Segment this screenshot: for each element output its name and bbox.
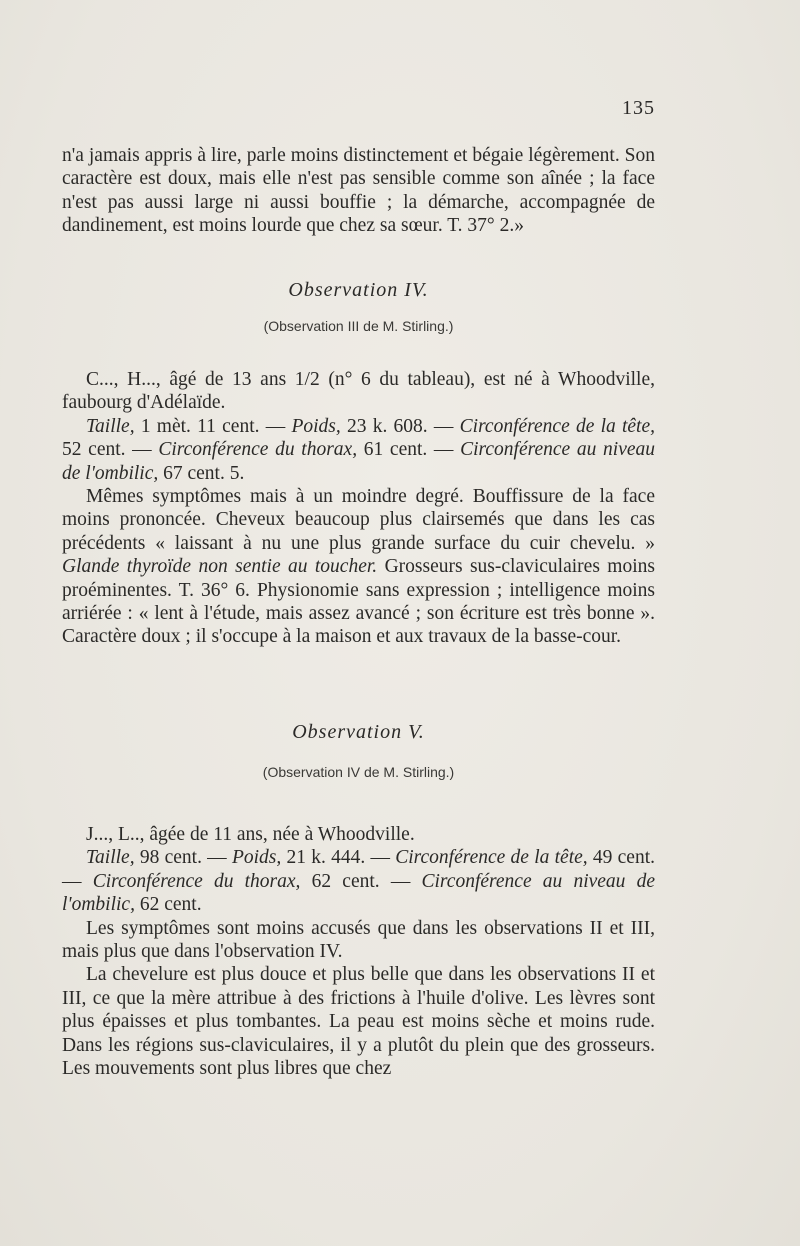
intro-paragraph: n'a jamais appris à lire, parle moins distinctement et bégaie légèrement. Son caractère est doux, mais elle n'est pas sensible comme son aînée ; la face n'est pas aussi large ni aussi bouffie ; la démarche, accompagnée de dandinement, est moins lourde que chez sa sœur. T. 37° 2.»	[62, 145, 655, 237]
poids-value: 23 k. 608. —	[340, 415, 460, 437]
observation-4-identity: C..., H..., âgé de 13 ans 1/2 (n° 6 du tableau), est né à Whoodville, faubourg d'Adélaïde.	[62, 369, 655, 414]
observation-4-title: Observation IV.	[288, 279, 429, 301]
observation-5-body	[62, 823, 655, 1080]
ombilic-label: Circonférence au niveau de l'ombilic,	[62, 870, 656, 916]
thorax-value: 62 cent. —	[300, 870, 422, 892]
symptoms-italic: Glande thyroïde non sentie au toucher.	[62, 556, 378, 578]
taille-value: 98 cent. —	[134, 847, 232, 869]
thorax-value: 61 cent. —	[357, 439, 461, 461]
tete-value: 52 cent. —	[62, 439, 159, 461]
poids-label: Poids,	[231, 847, 282, 869]
intro-paragraph-block	[62, 144, 655, 238]
ombilic-value: 62 cent.	[134, 894, 202, 916]
observation-5-comparison: Les symptômes sont moins accusés que dans les observations II et III, mais plus que dans l'observation IV.	[62, 917, 655, 963]
tete-value: 49 cent. —	[62, 847, 656, 892]
observation-5-measurements	[62, 846, 655, 916]
tete-label: Circonférence de la tête,	[459, 415, 656, 437]
taille-value: 1 mèt. 11 cent. —	[134, 415, 292, 437]
symptoms-text-a: Mêmes symptômes mais à un moindre degré. Bouffissure de la face moins prononcée. Cheveux beaucoup plus clairsemés que dans les cas précédents « laissant à nu une plus grande surface du cuir chevelu. »	[62, 486, 655, 554]
tete-label: Circonférence de la tête,	[395, 847, 588, 869]
taille-label: Taille,	[86, 415, 135, 437]
observation-4-symptoms	[62, 485, 655, 649]
observation-5-identity: J..., L.., âgée de 11 ans, née à Whoodville.	[86, 824, 415, 845]
taille-label: Taille,	[86, 847, 135, 869]
observation-4-subtitle: (Observation III de M. Stirling.)	[263, 318, 454, 334]
observation-5-description: La chevelure est plus douce et plus belle que dans les observations II et III, ce que la mère attribue à des frictions à l'huile d'olive. Les lèvres sont plus épaisses et plus tombantes. La peau est moins sèche et moins rude. Dans les régions sus-claviculaires, il y a plutôt du plein que des grosseurs. Les mouvements sont plus libres que chez	[62, 964, 655, 1080]
ombilic-label: Circonférence au niveau de l'ombilic,	[62, 439, 655, 484]
observation-4-measurements	[62, 415, 655, 485]
symptoms-text-b: Grosseurs sus-claviculaires moins proéminentes. T. 36° 6. Physionomie sans expression ; intelligence moins arriérée : « lent à l'étude, mais assez avancé ; son écriture est très bonne ». Caractère doux ; il s'occupe à la maison et aux travaux de la basse-cour.	[62, 556, 655, 648]
observation-5-title: Observation V.	[292, 721, 425, 743]
poids-label: Poids,	[291, 415, 341, 437]
observation-5-subtitle: (Observation IV de M. Stirling.)	[262, 764, 455, 780]
ombilic-value: 67 cent. 5.	[158, 462, 245, 484]
poids-value: 21 k. 444. —	[281, 847, 396, 869]
page-number: 135	[622, 97, 655, 119]
thorax-label: Circonférence du thorax,	[158, 439, 358, 461]
thorax-label: Circonférence du thorax,	[92, 870, 301, 892]
observation-4-body	[62, 368, 655, 649]
